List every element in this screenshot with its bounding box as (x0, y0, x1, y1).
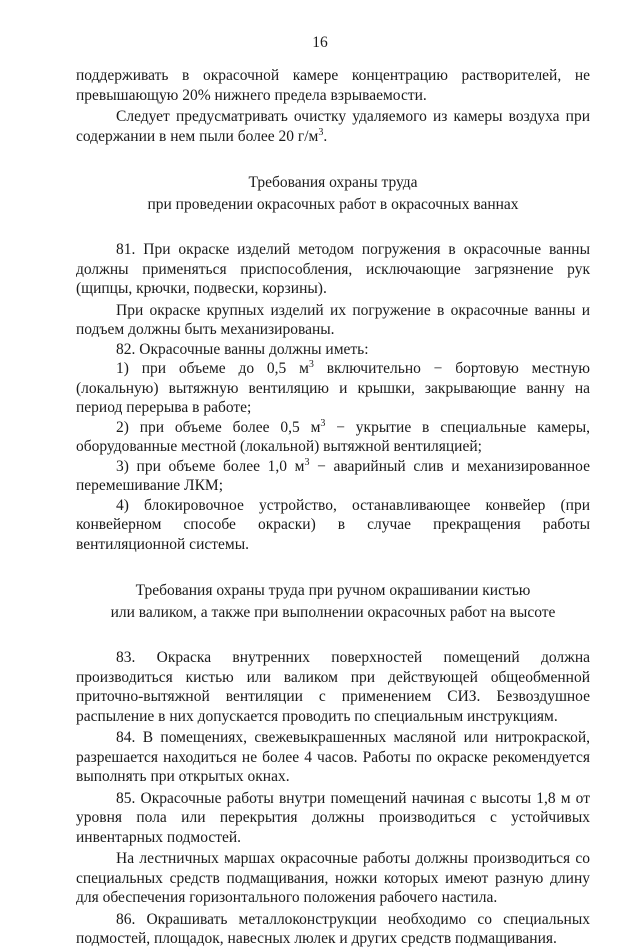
intro-paragraph-1: поддерживать в окрасочной камере концентрацию растворителей, не превышающую 20% нижнего предела взрываемости. (76, 67, 590, 104)
paragraph-82: 82. Окрасочные ванны должны иметь: (116, 340, 369, 358)
list-item-1-text-b: включительно − бортовую местную (локальную) вытяжную вентиляцию и крышки, закрывающие ванну на период перерыва в работе; (76, 360, 590, 416)
intro-paragraph-2-text: Следует предусматривать очистку удаляемого из камеры воздуха при содержании в нем пыли более 20 г/м (76, 108, 590, 145)
list-item-3-text-b: − аварийный слив и механизированное перемешивание ЛКМ; (76, 457, 590, 494)
paragraph-85-continued: На лестничных маршах окрасочные работы должны производиться со специальных средств подмащивания, ножки которых имеют разную длину для обеспечения горизонтального положения рабочего настила. (76, 850, 590, 906)
list-item-1-text-a: 1) при объеме до 0,5 м (116, 360, 309, 377)
page-number: 16 (312, 34, 328, 51)
paragraph-83: 83. Окраска внутренних поверхностей помещений должна производиться кистью или валиком при действующей общеобменной приточно-вытяжной вентиляции с применением СИЗ. Безвоздушное распыление в них допускается проводить по специальным инструкциям. (76, 649, 590, 725)
superscript: 3 (320, 417, 326, 429)
list-item-2 (76, 418, 590, 457)
section-heading-1 (76, 172, 590, 216)
section-heading-1-line-1: Требования охраны труда (248, 174, 418, 191)
superscript: 3 (304, 456, 310, 468)
list-item-2-text-a: 2) при объеме более 0,5 м (116, 418, 321, 436)
superscript: 3 (308, 359, 314, 370)
list-item-2-text-b: − укрытие в специальные камеры, оборудованные местной (локальной) вытяжной вентиляцией; (76, 418, 590, 455)
section-heading-2-line-2: или валиком, а также при выполнении окрасочных работ на высоте (110, 604, 556, 621)
intro-paragraph-2-end: . (323, 127, 328, 145)
paragraph-81: 81. При окраске изделий методом погружения в окрасочные ванны должны применяться приспособления, исключающие загрязнение рук (щипцы, крючки, подвески, корзины). (76, 241, 590, 297)
list-item-3-text-a: 3) при объеме более 1,0 м (116, 457, 305, 475)
paragraph-81-continued: При окраске крупных изделий их погружение в окрасочные ванны и подъем должны быть механизированы. (76, 301, 590, 338)
list-item-3 (76, 457, 590, 496)
page-content (76, 66, 590, 949)
section-heading-2 (76, 580, 590, 624)
paragraph-85: 85. Окрасочные работы внутри помещений начиная с высоты 1,8 м от уровня пола или перекрытия должны производиться с устойчивых инвентарных подмостей. (76, 789, 590, 846)
section-heading-2-line-1: Требования охраны труда при ручном окрашивании кистью (135, 582, 531, 599)
section-heading-1-line-2: при проведении окрасочных работ в окрасочных ваннах (147, 196, 519, 213)
superscript: 3 (318, 126, 324, 138)
paragraph-84: 84. В помещениях, свежевыкрашенных масляной или нитрокраской, разрешается находиться не более 4 часов. Работы по окраске рекомендуется выполнять при открытых окнах. (76, 729, 590, 785)
list-item-1 (76, 359, 590, 418)
paragraph-86: 86. Окрашивать металлоконструкции необходимо со специальных подмостей, площадок, навесных люлек и других средств подмащивания. (76, 910, 590, 947)
intro-paragraph-2 (76, 107, 590, 146)
list-item-4: 4) блокировочное устройство, останавливающее конвейер (при конвейерном способе окраски) в случае прекращения работы вентиляционной системы. (76, 496, 590, 553)
